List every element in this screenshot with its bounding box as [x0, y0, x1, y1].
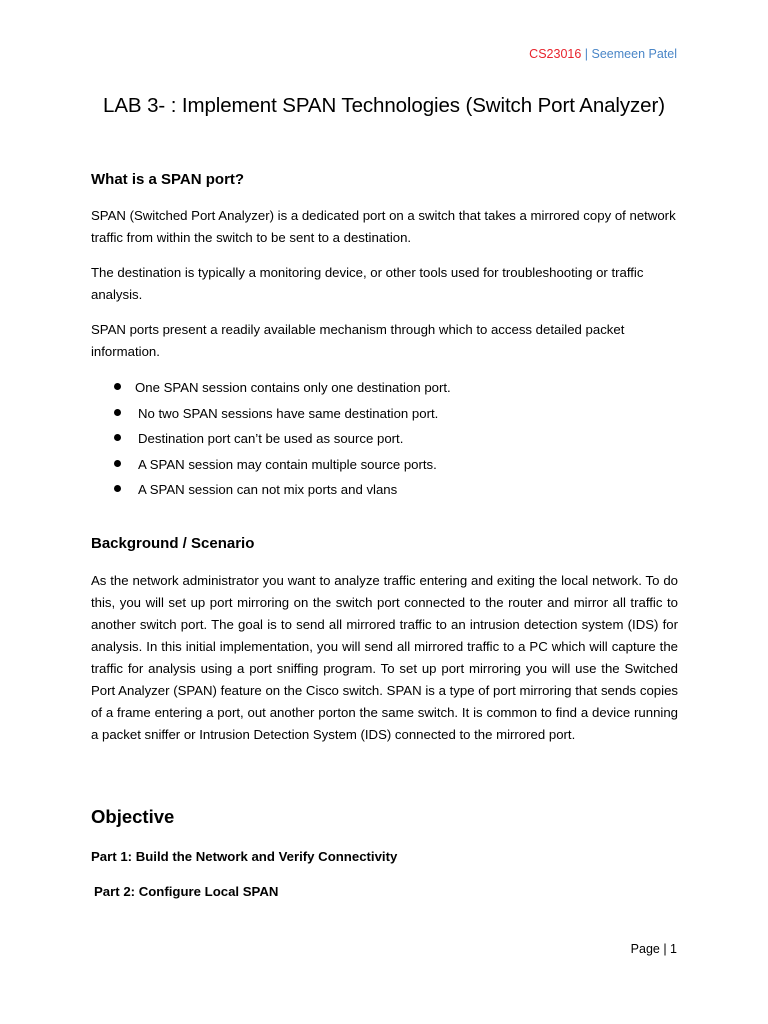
objective-part-1: Part 1: Build the Network and Verify Connectivity: [91, 849, 398, 864]
bullet-icon: [114, 383, 121, 390]
page-header: [529, 47, 677, 61]
bullet-icon: [114, 434, 121, 441]
header-student-name: Seemeen Patel: [591, 47, 677, 61]
bullet-icon: [114, 485, 121, 492]
header-separator: |: [584, 47, 589, 61]
section-heading-background: Background / Scenario: [91, 535, 255, 552]
paragraph-background: As the network administrator you want to analyze traffic entering and exiting the local network. To do this, you will set up port mirroring on the switch port connected to the router and mirror all traffic to another switch port. The goal is to send all mirrored traffic to an intrusion detection system (IDS) for analysis. In this initial implementation, you will send all mirrored traffic to a PC which will capture the traffic for analysis using a port sniffing program. To set up port mirroring you will use the Switched Port Analyzer (SPAN) feature on the Cisco switch. SPAN is a type of port mirroring that sends copies of a frame entering a port, out another porton the same switch. It is common to find a device running a packet sniffer or Intrusion Detection System (IDS) connected to the mirrored port.: [91, 573, 678, 742]
section-heading-span-port: What is a SPAN port?: [91, 171, 245, 188]
bullet-icon: [114, 460, 121, 467]
paragraph-mechanism: SPAN ports present a readily available mechanism through which to access detailed packet information.: [91, 322, 625, 359]
bullet-icon: [114, 409, 121, 416]
paragraph-destination: The destination is typically a monitoring device, or other tools used for troubleshooting or traffic analysis.: [91, 265, 644, 302]
objective-part-2: Part 2: Configure Local SPAN: [94, 884, 279, 899]
paragraph-span-definition: SPAN (Switched Port Analyzer) is a dedicated port on a switch that takes a mirrored copy of network traffic from within the switch to be sent to a destination.: [91, 208, 676, 245]
header-student-code: CS23016: [529, 47, 582, 61]
document-title: LAB 3- : Implement SPAN Technologies (Switch Port Analyzer): [103, 94, 665, 117]
page-number: Page | 1: [630, 942, 677, 956]
section-heading-objective: Objective: [91, 806, 175, 827]
document-page: CS23016 | Seemeen Patel LAB 3- : Implement SPAN Technologies (Switch Port Analyzer) What is a SPAN port? SPAN (Switched Port Analyzer) is a dedicated port on a switch that takes a mirrored copy of network traffic from within the switch to be sent to a destination. The destination is typically a monitoring device, or other tools used for troubleshooting or traffic analysis. SPAN ports present a readily available mechanism through which to access detailed packet information. One SPAN session contains only one destination port. No two SPAN sessions have same destination port. Destination port can’t be used as source port. A SPAN session may contain multiple source ports. A SPAN session can not mix ports and vlans Background / Scenario As the network administrator you want to analyze traffic entering and exiting the local network. To do this, you will set up port mirroring on the switch port connected to the router and mirror all traffic to another switch port. The goal is to send all mirrored traffic to an intrusion detection system (IDS) for analysis. In this initial implementation, you will send all mirrored traffic to a PC which will capture the traffic for analysis using a port sniffing program. To set up port mirroring you will use the Switched Port Analyzer (SPAN) feature on the Cisco switch. SPAN is a type of port mirroring that sends copies of a frame entering a port, out another porton the same switch. It is common to find a device running a packet sniffer or Intrusion Detection System (IDS) connected to the mirrored port. Objective Part 1: Build the Network and Verify Connectivity Part 2: Configure Local SPAN Page | 1: [0, 0, 768, 1024]
